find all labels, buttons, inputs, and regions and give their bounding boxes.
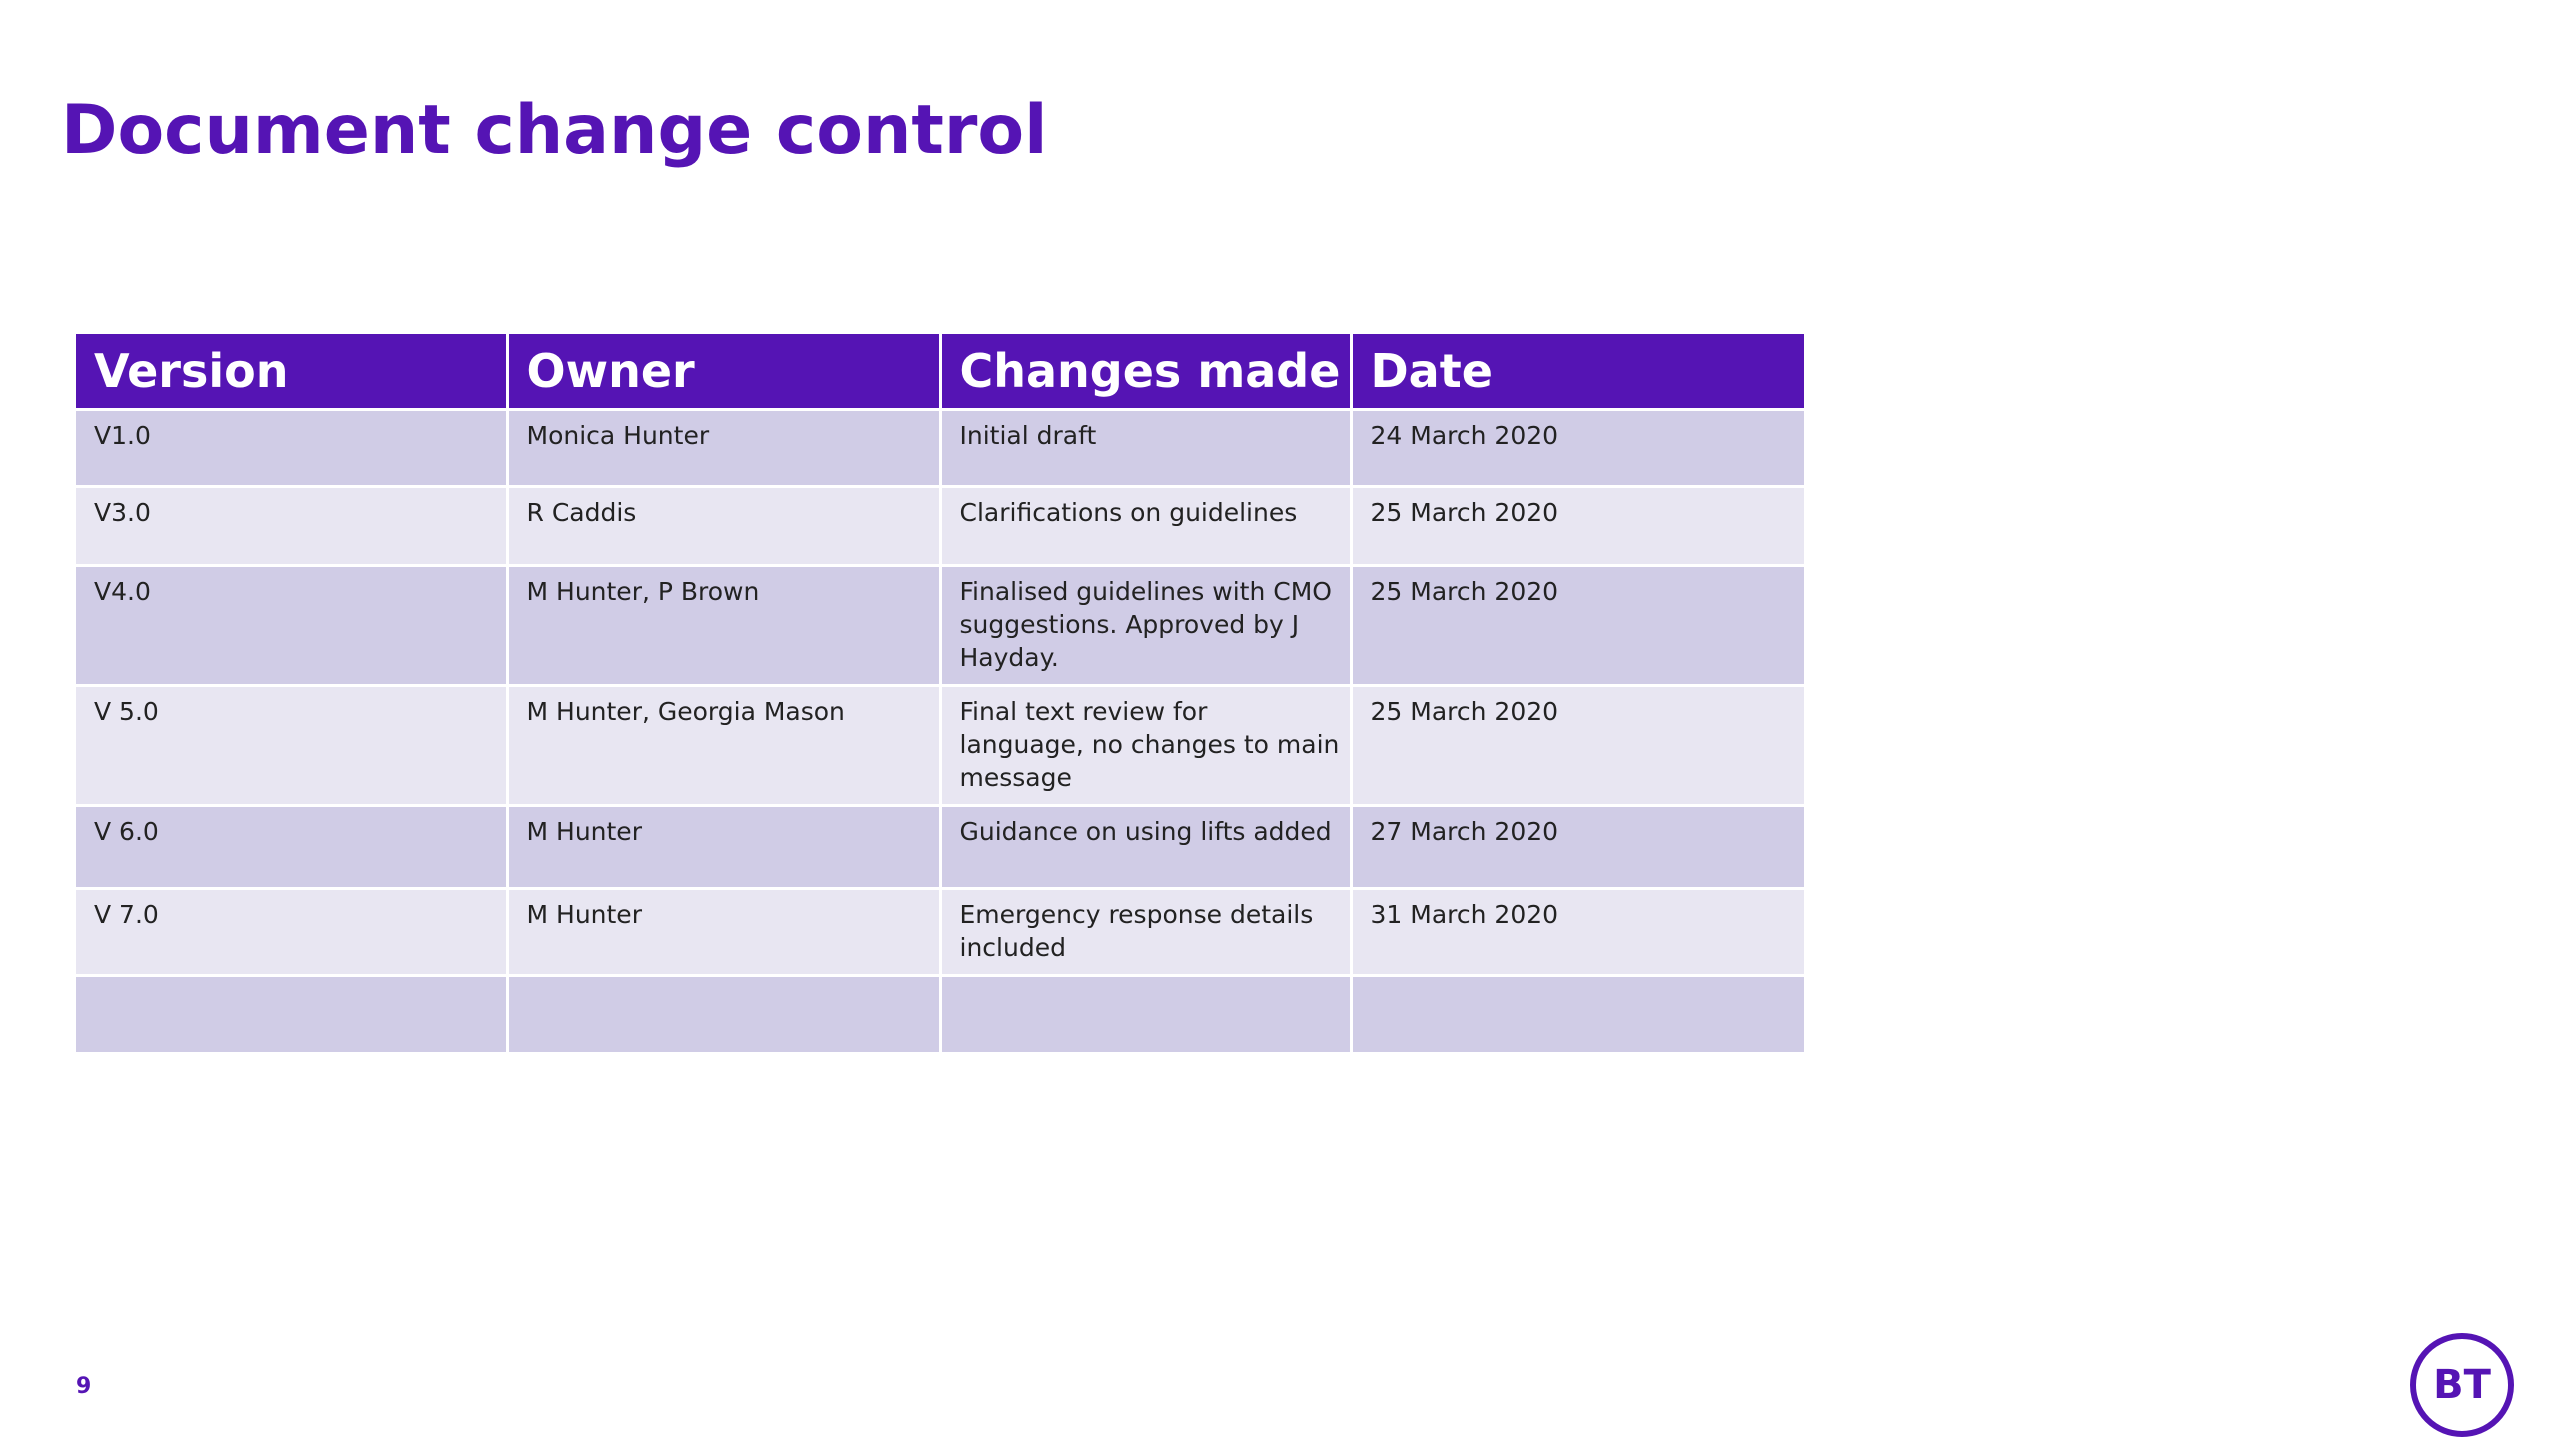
- cell-owner: M Hunter: [507, 806, 940, 889]
- table-row: [76, 686, 1804, 806]
- table-row-empty: [76, 976, 1804, 1054]
- cell-changes: Emergency response details included: [940, 889, 1351, 976]
- table-row: [76, 889, 1804, 976]
- header-version: Version: [76, 334, 507, 410]
- cell-owner: M Hunter, P Brown: [507, 566, 940, 686]
- cell-owner: [507, 976, 940, 1054]
- cell-date: [1351, 976, 1804, 1054]
- cell-owner: R Caddis: [507, 487, 940, 566]
- cell-version: V 7.0: [76, 889, 507, 976]
- table-row: [76, 566, 1804, 686]
- cell-date: 25 March 2020: [1351, 686, 1804, 806]
- header-changes-made: Changes made: [940, 334, 1351, 410]
- slide-title: Document change control: [61, 91, 1048, 170]
- cell-date: 25 March 2020: [1351, 487, 1804, 566]
- cell-date: 24 March 2020: [1351, 410, 1804, 487]
- table-row: [76, 806, 1804, 889]
- table-header-row: [76, 334, 1804, 410]
- cell-changes: Finalised guidelines with CMO suggestions. Approved by J Hayday.: [940, 566, 1351, 686]
- table-row: [76, 487, 1804, 566]
- cell-owner: M Hunter: [507, 889, 940, 976]
- header-owner: Owner: [507, 334, 940, 410]
- cell-owner: M Hunter, Georgia Mason: [507, 686, 940, 806]
- cell-changes: Initial draft: [940, 410, 1351, 487]
- page-number: 9: [76, 1374, 92, 1399]
- cell-version: V 5.0: [76, 686, 507, 806]
- cell-version: V3.0: [76, 487, 507, 566]
- bt-logo: [2409, 1332, 2515, 1438]
- change-control-table: [76, 334, 1804, 1055]
- cell-owner: Monica Hunter: [507, 410, 940, 487]
- cell-changes: [940, 976, 1351, 1054]
- cell-date: 27 March 2020: [1351, 806, 1804, 889]
- header-date: Date: [1351, 334, 1804, 410]
- cell-date: 31 March 2020: [1351, 889, 1804, 976]
- cell-changes: Clarifications on guidelines: [940, 487, 1351, 566]
- cell-version: V4.0: [76, 566, 507, 686]
- table-row: [76, 410, 1804, 487]
- cell-changes: Final text review for language, no changes to main message: [940, 686, 1351, 806]
- cell-version: V 6.0: [76, 806, 507, 889]
- cell-version: [76, 976, 507, 1054]
- cell-date: 25 March 2020: [1351, 566, 1804, 686]
- cell-changes: Guidance on using lifts added: [940, 806, 1351, 889]
- bt-logo-text: BT: [2433, 1362, 2491, 1408]
- cell-version: V1.0: [76, 410, 507, 487]
